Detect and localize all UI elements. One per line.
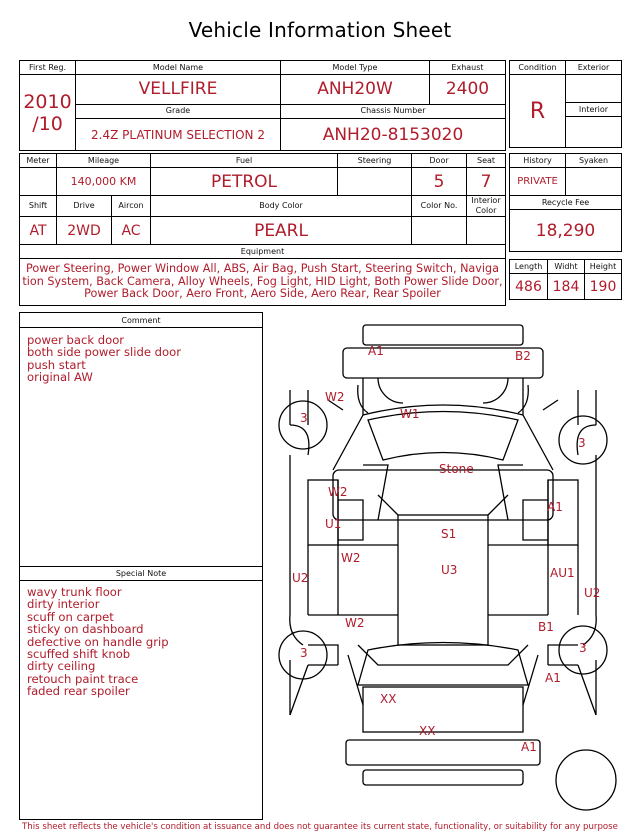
comment-panel [19, 312, 263, 820]
comment-list [20, 328, 262, 566]
diagram-mark: W2 [345, 616, 365, 630]
steering-value [338, 168, 412, 196]
fuel-value: PETROL [151, 168, 338, 196]
list-item: dirty ceiling [27, 659, 96, 674]
list-item: retouch paint trace [27, 671, 139, 686]
list-item: defective on handle grip [27, 634, 169, 649]
exhaust-value: 2400 [430, 75, 506, 105]
color-no-value [412, 217, 467, 245]
grade-value: 2.4Z PLATINUM SELECTION 2 [76, 119, 281, 151]
meter-value [20, 168, 57, 196]
meter-label: Meter [20, 154, 57, 168]
footer-disclaimer: This sheet reflects the vehicle's condition at issuance and does not guarantee its current state, functionality, or suitability for any purpose [22, 822, 618, 832]
diagram-mark: A1 [521, 740, 537, 754]
seat-value: 7 [467, 168, 506, 196]
chassis-label: Chassis Number [281, 104, 506, 118]
page-title: Vehicle Information Sheet [188, 18, 452, 42]
syaken-label: Syaken [566, 154, 622, 168]
list-item: original AW [27, 370, 93, 385]
fuel-label: Fuel [151, 154, 338, 168]
model-type-label: Model Type [281, 61, 430, 75]
diagram-mark: U2 [292, 571, 309, 585]
diagram-mark: 3 [300, 411, 308, 425]
mileage-label: Mileage [57, 154, 151, 168]
drive-value: 2WD [57, 217, 112, 245]
height-label: Height [585, 260, 622, 274]
list-item: dirty interior [27, 597, 100, 612]
steering-label: Steering [338, 154, 412, 168]
length-value: 486 [510, 274, 548, 300]
model-type-value: ANH20W [281, 75, 430, 105]
width-label: Widht [548, 260, 585, 274]
diagram-mark: W1 [400, 407, 420, 421]
diagram-mark: U1 [325, 517, 342, 531]
special-note-list [20, 581, 262, 698]
shift-value: AT [20, 217, 57, 245]
diagram-mark: B1 [538, 620, 554, 634]
condition-value: R [510, 75, 566, 148]
drive-label: Drive [57, 196, 112, 217]
history-table [509, 153, 622, 252]
diagram-mark: Stone [439, 462, 474, 476]
aircon-label: Aircon [112, 196, 151, 217]
grade-label: Grade [76, 104, 281, 118]
list-item: power back door [27, 333, 125, 347]
vehicle-details-table [19, 153, 506, 306]
interior-label: Interior [566, 103, 622, 117]
diagram-mark: 3 [578, 436, 586, 450]
model-name-label: Model Name [76, 61, 281, 75]
body-color-label: Body Color [151, 196, 412, 217]
list-item: sticky on dashboard [27, 622, 144, 637]
interior-color-value [467, 217, 506, 245]
length-label: Length [510, 260, 548, 274]
list-item: wavy trunk floor [27, 585, 122, 599]
diagram-mark: U3 [441, 563, 458, 577]
door-value: 5 [412, 168, 467, 196]
height-value: 190 [585, 274, 622, 300]
diagram-mark: A1 [545, 671, 561, 685]
first-reg-label: First Reg. [20, 61, 76, 75]
diagram-mark: 3 [300, 646, 308, 660]
comment-label: Comment [20, 313, 262, 328]
seat-label: Seat [467, 154, 506, 168]
color-no-label: Color No. [412, 196, 467, 217]
chassis-value: ANH20-8153020 [281, 119, 506, 151]
recycle-fee-label: Recycle Fee [510, 196, 622, 210]
list-item: scuff on carpet [27, 609, 114, 624]
mileage-value: 140,000 KM [57, 168, 151, 196]
first-reg-value [20, 75, 76, 151]
list-item: both side power slide door [27, 345, 181, 360]
dimensions-table [509, 259, 622, 300]
diagram-mark: S1 [441, 527, 457, 541]
diagram-mark: A1 [547, 500, 563, 514]
diagram-mark: A1 [368, 344, 384, 358]
width-value: 184 [548, 274, 585, 300]
interior-value [566, 117, 622, 148]
first-reg-month: /10 [32, 112, 63, 135]
equipment-value: Power Steering, Power Window All, ABS, Air Bag, Push Start, Steering Switch, Naviga tion System, Back Camera, Alloy Wheels, Fog Light, HID Light, Both Power Slide Door, Power Back Door, Aero Front, Aero Side, Aero Rear, Rear Spoiler [20, 259, 506, 306]
equipment-label: Equipment [20, 245, 506, 259]
recycle-fee-value: 18,290 [510, 210, 622, 252]
diagram-mark: XX [419, 724, 436, 738]
list-item: push start [27, 357, 86, 372]
aircon-value: AC [112, 217, 151, 245]
model-name-value: VELLFIRE [76, 75, 281, 105]
diagram-mark: W2 [328, 485, 348, 499]
diagram-mark: AU1 [550, 566, 575, 580]
door-label: Door [412, 154, 467, 168]
diagram-mark: U2 [584, 586, 601, 600]
exhaust-label: Exhaust [430, 61, 506, 75]
history-value: PRIVATE [510, 168, 566, 196]
diagram-mark: W2 [325, 390, 345, 404]
syaken-value [566, 168, 622, 196]
condition-table [509, 60, 622, 148]
diagram-mark: 3 [579, 641, 587, 655]
list-item: faded rear spoiler [27, 684, 130, 699]
special-note-label: Special Note [20, 566, 262, 581]
exterior-label: Exterior [566, 61, 622, 75]
shift-label: Shift [20, 196, 57, 217]
condition-label: Condition [510, 61, 566, 75]
car-damage-diagram [268, 315, 628, 820]
diagram-mark: W2 [341, 551, 361, 565]
history-label: History [510, 154, 566, 168]
diagram-mark: B2 [515, 349, 531, 363]
body-color-value: PEARL [151, 217, 412, 245]
first-reg-year: 2010 [23, 90, 72, 113]
interior-color-label: Interior Color [467, 196, 506, 217]
diagram-mark: XX [380, 692, 397, 706]
exterior-value [566, 75, 622, 103]
vehicle-info-table [19, 60, 506, 151]
list-item: scuffed shift knob [27, 647, 131, 662]
